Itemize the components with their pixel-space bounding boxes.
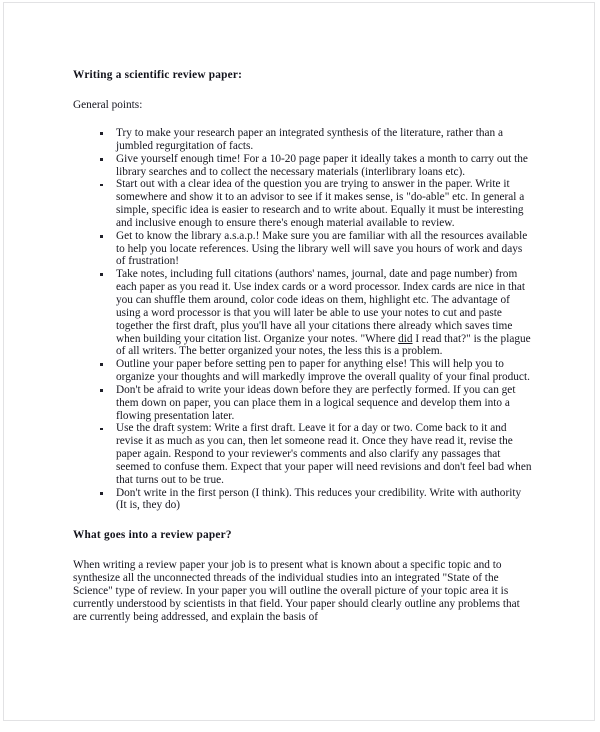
page-title: Writing a scientific review paper: — [73, 69, 243, 81]
bullet-icon — [100, 273, 103, 276]
bullet-icon — [100, 492, 103, 495]
list-item-text: Don't be afraid to write your ideas down before they are perfectly formed. If you can get them down on paper, you can place them in a logical sequence and develop them into a flowing presentation later. — [116, 383, 516, 422]
document-page — [3, 2, 595, 721]
list-item-text: Outline your paper before setting pen to paper for anything else! This will help you to organize your thoughts and will markedly improve the overall quality of your final product. — [116, 358, 530, 384]
spacer — [73, 512, 533, 529]
list-item-text: Start out with a clear idea of the question you are trying to answer in the paper. Write it somewhere and show it to an advisor to see if it makes sense, is "do-able" etc. In general a simple, specific idea is easier to research and to write about. Equally it must be interesting and inclusive enough to ensure there's enough material available to review. — [116, 178, 525, 229]
list-item — [73, 487, 533, 513]
list-item-text: Give yourself enough time! For a 10-20 page paper it ideally takes a month to carry out the library searches and to collect the necessary materials (interlibrary loans etc). — [116, 152, 528, 178]
section-two-paragraph: When writing a review paper your job is to present what is known about a specific topic and to synthesize all the unconnected threads of the individual studies into an integrated "State of the Science" type of review. In your paper you will outline the overall picture of your topic area it is currently understood by scientists in that field. Your paper should clearly outline any problems that are currently being addressed, and explain the basis of — [73, 559, 520, 623]
list-item-take-notes — [73, 268, 533, 358]
list-item — [73, 178, 533, 229]
take-notes-text-after: I read that?" is the plague of all writers. The better organized your notes, the less this is a problem. — [116, 332, 531, 358]
list-item — [73, 384, 533, 423]
list-item — [73, 153, 533, 179]
bullet-icon — [100, 184, 103, 187]
bullet-icon — [100, 132, 103, 135]
bullet-icon — [100, 235, 103, 238]
document-body — [73, 69, 533, 624]
list-item-text: Get to know the library a.s.a.p.! Make sure you are familiar with all the resources available to help you locate references. Using the library well will save you hours of work and days of frustration! — [116, 229, 528, 268]
list-item — [73, 127, 533, 153]
section-heading-what-goes-into: What goes into a review paper? — [73, 529, 232, 542]
spacer — [73, 112, 533, 127]
general-points-subheading: General points: — [73, 99, 143, 111]
list-item-text: Try to make your research paper an integrated synthesis of the literature, rather than a jumbled regurgitation of facts. — [116, 127, 503, 152]
bullet-icon — [100, 158, 103, 161]
bullet-icon — [100, 428, 103, 431]
spacer — [73, 82, 533, 99]
bullet-icon — [100, 363, 103, 366]
list-item-text — [116, 268, 531, 357]
list-item — [73, 422, 533, 486]
list-item — [73, 230, 533, 269]
take-notes-text-before: Take notes, including full citations (authors' names, journal, date and page number) from each paper as you read it. Use index cards or a word processor. Index cards are nice in that you can shuffle them around, color code ideas on them, highlight etc. The advantage of using a word processor is that you will later be able to use your notes to cut and paste together the first draft, plus you'll have all your citations there already which saves time when building your citation list. Organize your notes. "Where — [116, 268, 526, 345]
list-item — [73, 358, 533, 384]
take-notes-emphasis-did: did — [398, 332, 413, 345]
general-points-list — [73, 127, 533, 512]
spacer — [73, 542, 533, 559]
bullet-icon — [100, 389, 103, 392]
list-item-text: Use the draft system: Write a first draft. Leave it for a day or two. Come back to it and revise it as much as you can, then let someone read it. Once they have read it, revise the paper again. Respond to your reviewer's comments and also clarify any passages that seemed to confuse them. Expect that your paper will need revisions and don't feel bad when that turns out to be true. — [116, 422, 532, 486]
list-item-text: Don't write in the first person (I think). This reduces your credibility. Write with authority (It is, they do) — [116, 486, 522, 512]
